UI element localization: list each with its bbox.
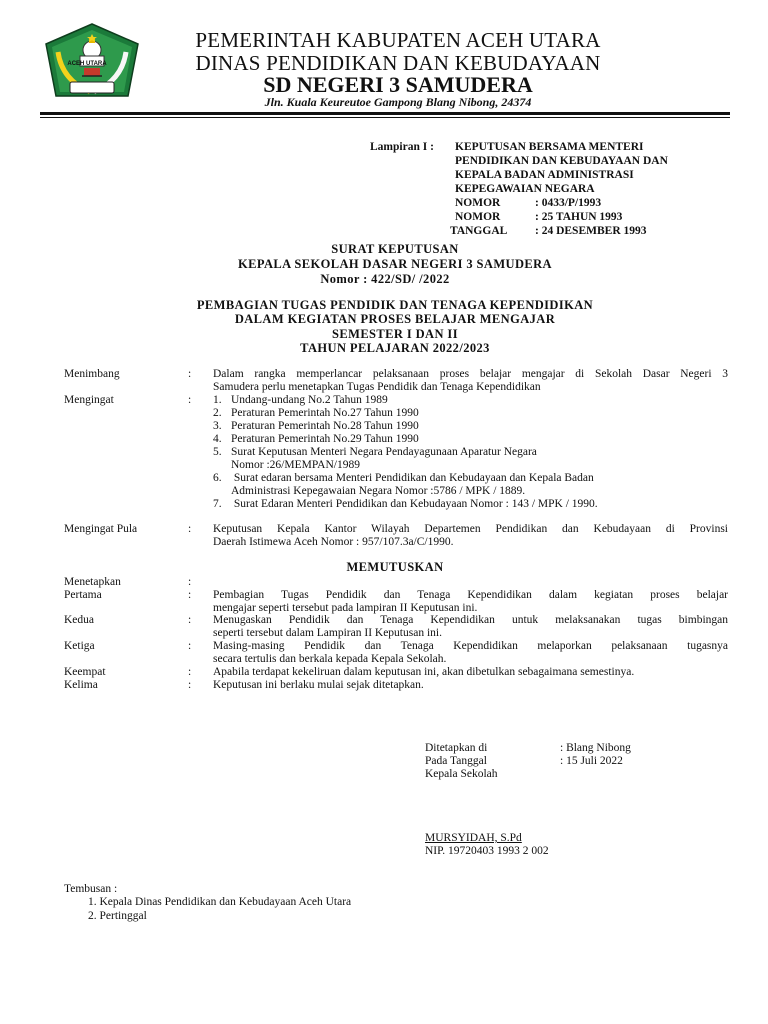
lampiran-label: Lampiran I : — [370, 141, 434, 153]
ditetapkan-value: : Blang Nibong — [560, 742, 631, 754]
list-number: 4. — [213, 433, 222, 445]
mengingat-label: Mengingat — [64, 394, 114, 406]
list-item — [213, 472, 728, 486]
list-text-continued: Administrasi Kepegawaian Negara Nomor :5786 / MPK / 1889. — [231, 485, 526, 497]
keempat-text: Apabila terdapat kekeliruan dalam keputusan ini, akan dibetulkan sebagaimana semestinya. — [213, 666, 635, 678]
colon: : — [188, 394, 192, 406]
colon: : — [188, 666, 192, 678]
tanggal-value: : 15 Juli 2022 — [560, 755, 623, 767]
lampiran-row-key: NOMOR — [455, 197, 501, 209]
kelima-label: Kelima — [64, 679, 98, 691]
colon: : — [188, 589, 192, 601]
list-text: Peraturan Pemerintah No.29 Tahun 1990 — [231, 433, 419, 445]
pertama-text: Pembagian Tugas Pendidik dan Tenaga Kependidikan dalam kegiatan proses belajar — [213, 589, 728, 601]
ketiga-label: Ketiga — [64, 640, 95, 652]
lampiran-row-key: NOMOR — [455, 211, 501, 223]
kedua-label: Kedua — [64, 614, 95, 626]
letterhead-department: DINAS PENDIDIKAN DAN KEBUDAYAAN — [195, 51, 601, 75]
letterhead-rule-thick — [40, 112, 730, 115]
ditetapkan-label: Ditetapkan di — [425, 742, 488, 754]
list-item — [213, 407, 728, 421]
pertama-text: mengajar seperti tersebut pada lampiran II Keputusan ini. — [213, 602, 478, 614]
list-text: Surat Edaran Menteri Pendidikan dan Kebudayaan Nomor : 143 / MPK / 1990. — [231, 498, 598, 510]
list-number: 7. — [213, 498, 222, 510]
lampiran-line: PENDIDIKAN DAN KEBUDAYAAN DAN — [455, 155, 668, 167]
signatory-nip: NIP. 19720403 1993 2 002 — [425, 845, 549, 857]
colon: : — [188, 614, 192, 626]
subject-line: PEMBAGIAN TUGAS PENDIDIK DAN TENAGA KEPENDIDIKAN — [196, 298, 594, 312]
list-text: Undang-undang No.2 Tahun 1989 — [231, 394, 388, 406]
ketiga-text: Masing-masing Pendidik dan Tenaga Kependidikan melaporkan pelaksanaan tugasnya — [213, 640, 728, 652]
decree-number: Nomor : 422/SD/ /2022 — [320, 272, 450, 286]
lampiran-line: KEPUTUSAN BERSAMA MENTERI — [455, 141, 644, 153]
subject-line: SEMESTER I DAN II — [332, 327, 458, 341]
list-number: 1. — [213, 394, 222, 406]
subject-line: TAHUN PELAJARAN 2022/2023 — [300, 341, 490, 355]
letterhead-rule-thin — [40, 117, 730, 118]
list-item — [213, 394, 728, 408]
colon: : — [188, 368, 192, 380]
tembusan-item: 2. Pertinggal — [88, 910, 147, 922]
letterhead-address: Jln. Kuala Keureutoe Gampong Blang Nibong, 24374 — [264, 95, 532, 109]
pertama-label: Pertama — [64, 589, 102, 601]
signatory-name: MURSYIDAH, S.Pd — [425, 832, 522, 844]
list-text: Peraturan Pemerintah No.27 Tahun 1990 — [231, 407, 419, 419]
memutuskan-heading: MEMUTUSKAN — [346, 560, 444, 574]
decree-title: SURAT KEPUTUSAN — [331, 242, 459, 256]
mengingat-pula-text: Keputusan Kepala Kantor Wilayah Departemen Pendidikan dan Kebudayaan di Provinsi — [213, 523, 728, 535]
list-text: Surat edaran bersama Menteri Pendidikan dan Kebudayaan dan Kepala Badan — [231, 472, 594, 484]
list-item — [213, 433, 728, 447]
mengingat-pula-label: Mengingat Pula — [64, 523, 138, 535]
list-number: 6. — [213, 472, 222, 484]
keempat-label: Keempat — [64, 666, 106, 678]
list-item — [213, 446, 728, 460]
lampiran-row-value: : 24 DESEMBER 1993 — [535, 225, 647, 237]
lampiran-row-value: : 0433/P/1993 — [535, 197, 602, 209]
lampiran-nomor-row — [455, 211, 622, 225]
colon: : — [188, 679, 192, 691]
menetapkan-label: Menetapkan — [64, 576, 121, 588]
list-number: 2. — [213, 407, 222, 419]
list-text: Peraturan Pemerintah No.28 Tahun 1990 — [231, 420, 419, 432]
list-number: 3. — [213, 420, 222, 432]
list-item — [213, 420, 728, 434]
lampiran-row-value: : 25 TAHUN 1993 — [535, 211, 623, 223]
list-item — [213, 498, 728, 512]
lampiran-line: KEPEGAWAIAN NEGARA — [455, 183, 595, 195]
mengingat-pula-text: Daerah Istimewa Aceh Nomor : 957/107.3a/C/1990. — [213, 536, 454, 548]
kedua-text: seperti tersebut dalam Lampiran II Keputusan ini. — [213, 627, 442, 639]
kelima-text: Keputusan ini berlaku mulai sejak ditetapkan. — [213, 679, 424, 691]
menimbang-text: Samudera perlu menetapkan Tugas Pendidik dan Tenaga Kependidikan — [213, 381, 541, 393]
decree-issuer: KEPALA SEKOLAH DASAR NEGERI 3 SAMUDERA — [238, 257, 552, 271]
letterhead-government: PEMERINTAH KABUPATEN ACEH UTARA — [195, 28, 601, 52]
lampiran-nomor-row — [455, 197, 601, 211]
signatory-position: Kepala Sekolah — [425, 768, 498, 780]
list-text: Surat Keputusan Menteri Negara Pendayagunaan Aparatur Negara — [231, 446, 537, 458]
menimbang-label: Menimbang — [64, 368, 120, 380]
lampiran-line: KEPALA BADAN ADMINISTRASI — [455, 169, 634, 181]
logo-banner-text: ACEH UTARA — [67, 61, 107, 67]
kedua-text: Menugaskan Pendidik dan Tenaga Kependidikan untuk melaksanakan tugas bimbingan — [213, 614, 728, 626]
ketiga-text: secara tertulis dan berkala kepada Kepala Sekolah. — [213, 653, 447, 665]
colon: : — [188, 523, 192, 535]
tanggal-label: Pada Tanggal — [425, 755, 487, 767]
tembusan-item: 1. Kepala Dinas Pendidikan dan Kebudayaan Aceh Utara — [88, 896, 352, 908]
lampiran-row-key: TANGGAL — [450, 225, 508, 237]
subject-line: DALAM KEGIATAN PROSES BELAJAR MENGAJAR — [234, 312, 556, 326]
menimbang-text: Dalam rangka memperlancar pelaksanaan proses belajar mengajar di Sekolah Dasar Negeri 3 — [213, 368, 728, 380]
letterhead-school-name: SD NEGERI 3 SAMUDERA — [263, 72, 533, 97]
list-number: 5. — [213, 446, 222, 458]
lampiran-tanggal-row — [450, 225, 647, 239]
tembusan-label: Tembusan : — [64, 883, 118, 895]
colon: : — [188, 576, 192, 588]
list-text-continued: Nomor :26/MEMPAN/1989 — [231, 459, 360, 471]
colon: : — [188, 640, 192, 652]
